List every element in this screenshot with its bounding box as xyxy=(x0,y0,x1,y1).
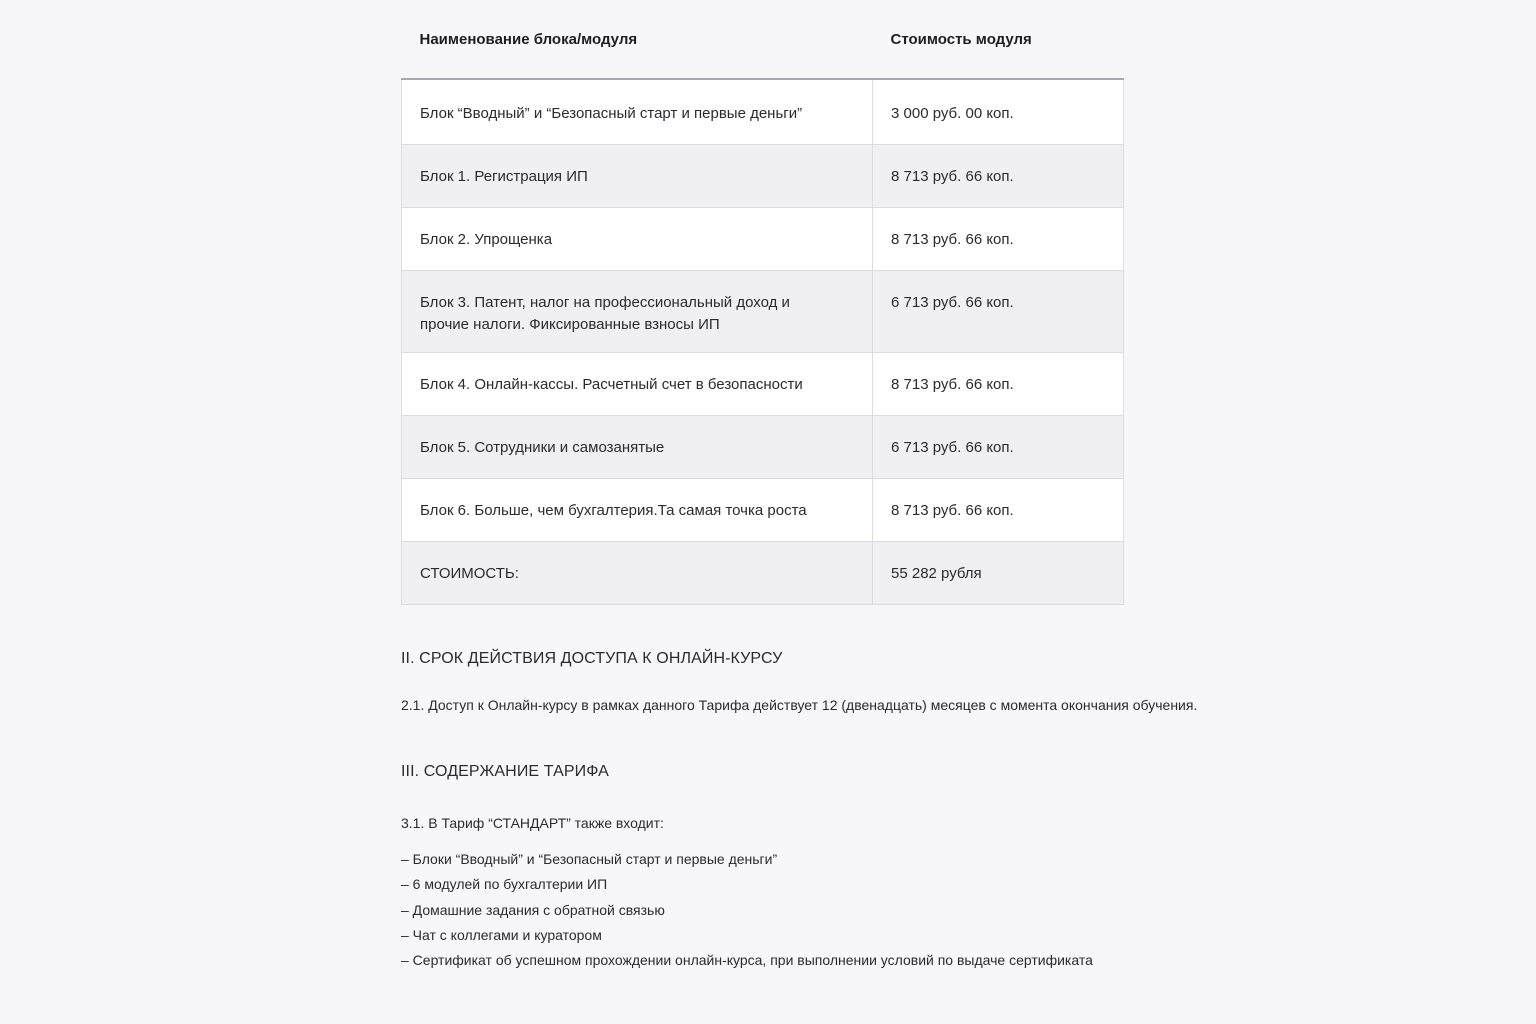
table-row xyxy=(402,271,1124,353)
module-price: 3 000 руб. 00 коп. xyxy=(873,79,1124,145)
total-row xyxy=(402,542,1124,605)
table-row xyxy=(402,79,1124,145)
list-item: – Домашние задания с обратной связью xyxy=(401,901,665,918)
module-name: Блок “Вводный” и “Безопасный старт и первые деньги” xyxy=(402,79,873,145)
module-name: Блок 4. Онлайн-кассы. Расчетный счет в безопасности xyxy=(402,353,873,416)
module-price: 8 713 руб. 66 коп. xyxy=(873,145,1124,208)
module-name: Блок 5. Сотрудники и самозанятые xyxy=(402,416,873,479)
module-name: Блок 6. Больше, чем бухгалтерия.Та самая точка роста xyxy=(402,479,873,542)
module-name-line: прочие налоги. Фиксированные взносы ИП xyxy=(420,316,720,333)
pricing-table xyxy=(401,0,1124,605)
module-price: 8 713 руб. 66 коп. xyxy=(873,353,1124,416)
section-2-paragraph: 2.1. Доступ к Онлайн-курсу в рамках данного Тарифа действует 12 (двенадцать) месяцев с момента окончания обучения. xyxy=(401,697,1198,713)
table-row xyxy=(402,353,1124,416)
list-item: – 6 модулей по бухгалтерии ИП xyxy=(401,876,608,893)
table-header-row xyxy=(402,0,1124,79)
section-2-heading: II. СРОК ДЕЙСТВИЯ ДОСТУПА К ОНЛАЙН-КУРСУ xyxy=(401,650,783,667)
list-item: – Чат с коллегами и куратором xyxy=(401,926,602,943)
module-price: 8 713 руб. 66 коп. xyxy=(873,479,1124,542)
module-name: Блок 2. Упрощенка xyxy=(402,208,873,271)
table-row xyxy=(402,208,1124,271)
module-price: 6 713 руб. 66 коп. xyxy=(873,416,1124,479)
module-price: 6 713 руб. 66 коп. xyxy=(873,271,1124,353)
module-name-line: Блок 3. Патент, налог на профессиональный доход и xyxy=(420,294,790,311)
module-name xyxy=(402,271,873,353)
list-item: – Блоки “Вводный” и “Безопасный старт и первые деньги” xyxy=(401,851,778,867)
table-row xyxy=(402,145,1124,208)
table-row xyxy=(402,416,1124,479)
total-price: 55 282 рубля xyxy=(873,542,1124,605)
module-price: 8 713 руб. 66 коп. xyxy=(873,208,1124,271)
document-content xyxy=(401,0,1401,969)
column-header-price: Стоимость модуля xyxy=(873,0,1124,79)
column-header-name: Наименование блока/модуля xyxy=(402,0,873,79)
list-item: – Сертификат об успешном прохождении онлайн-курса, при выполнении условий по выдаче сертификата xyxy=(401,952,1093,969)
section-3-heading: III. СОДЕРЖАНИЕ ТАРИФА xyxy=(401,763,609,780)
table-row xyxy=(402,479,1124,542)
tariff-features-list xyxy=(401,847,1093,973)
total-label: СТОИМОСТЬ: xyxy=(402,542,873,605)
section-3-intro: 3.1. В Тариф “СТАНДАРТ” также входит: xyxy=(401,815,664,831)
module-name: Блок 1. Регистрация ИП xyxy=(402,145,873,208)
